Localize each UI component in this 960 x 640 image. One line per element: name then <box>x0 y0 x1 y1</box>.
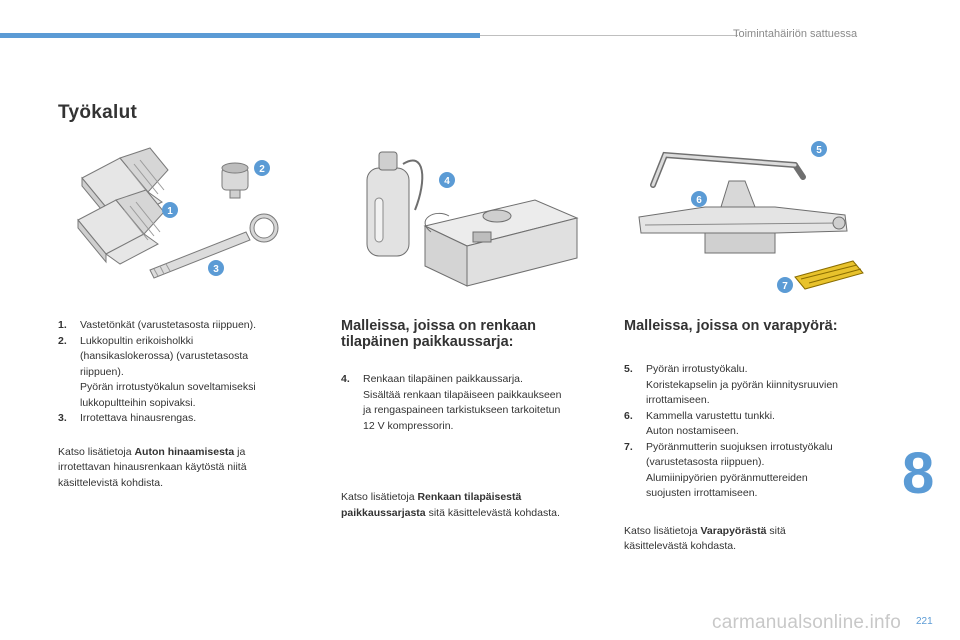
compressor-icon <box>425 200 577 286</box>
svg-text:5: 5 <box>816 145 822 156</box>
tools-list-column <box>58 318 303 491</box>
svg-text:6: 6 <box>696 195 702 206</box>
cross-reference-note: Katso lisätietoja Auton hinaamisesta ja irrotettavan hinausrenkaan käytöstä niitä käsittelevistä kohdista. <box>58 445 247 489</box>
svg-text:7: 7 <box>782 281 788 292</box>
section-title: Työkalut <box>58 102 138 123</box>
sealant-bottle-icon <box>367 152 422 256</box>
callout-1-badge <box>162 202 178 218</box>
puncture-repair-kit-illustration <box>345 140 590 290</box>
callout-4-badge <box>439 172 455 188</box>
wheel-chock-icon <box>78 190 164 264</box>
list-item: 2. Lukkopultin erikoisholkki (hansikaslokerossa) (varustetasosta riippuen). Pyörän irrotustyökalun soveltamiseksi lukkopultteihin sopivaksi. <box>58 334 256 409</box>
header-accent-bar <box>0 33 480 38</box>
callout-2-badge <box>254 160 270 176</box>
callout-7-badge <box>777 277 793 293</box>
chapter-number: 8 <box>902 441 935 506</box>
list-item: 5. Pyörän irrotustyökalu. Koristekapselin ja pyörän kiinnitysruuvien irrottamiseen. <box>624 363 839 406</box>
list-item: 3. Irrotettava hinausrengas. <box>58 412 197 424</box>
callout-6-badge <box>691 191 707 207</box>
column-heading: Malleissa, joissa on varapyörä: <box>624 318 838 334</box>
list-item: 7. Pyöränmutterin suojuksen irrotustyökalu (varustetasosta riippuen). Alumiinipyörien pyöränmuttereiden suojusten irrottamiseen. <box>624 440 833 499</box>
spare-wheel-column <box>624 318 884 555</box>
cross-reference-link: Varapyörästä <box>700 524 767 537</box>
jack-icon <box>639 181 847 253</box>
page-number: 221 <box>916 616 933 627</box>
watermark: carmanualsonline.info <box>712 612 902 633</box>
chapter-title: Toimintahäiriön sattuessa <box>733 28 858 40</box>
svg-text:4: 4 <box>444 176 450 187</box>
svg-text:1: 1 <box>167 206 173 217</box>
wheel-brace-highlight <box>653 155 795 185</box>
list-item: 6. Kammella varustettu tunkki. Auton nostamiseen. <box>624 409 775 437</box>
jack-and-wheel-brace-illustration <box>625 135 875 300</box>
svg-text:3: 3 <box>213 264 219 275</box>
wheel-chock-tools-illustration <box>70 140 295 290</box>
cross-reference-link: Renkaan tilapäisestä <box>417 491 522 503</box>
list-item: 4. Renkaan tilapäinen paikkaussarja. Sisältää renkaan tilapäiseen paikkaukseen ja rengaspaineen tarkistukseen tarkoitetun 12 V kompressorin. <box>341 373 562 432</box>
callout-5-badge <box>811 141 827 157</box>
cross-reference-link: paikkaussarjasta <box>341 506 426 519</box>
cross-reference-note: Katso lisätietoja Varapyörästä sitä käsittelevästä kohdasta. <box>624 524 786 552</box>
callout-3-badge <box>208 260 224 276</box>
cross-reference-link: Auton hinaamisesta <box>134 445 235 458</box>
locking-bolt-socket-icon <box>222 163 248 198</box>
repair-kit-column <box>341 318 603 521</box>
header-divider <box>480 35 738 36</box>
cross-reference-note: Katso lisätietoja Renkaan tilapäisestä paikkaussarjasta sitä käsittelevästä kohdasta. <box>341 491 560 519</box>
column-heading: Malleissa, joissa on renkaan tilapäinen paikkaussarja: <box>341 318 537 350</box>
wheel-cap-remover-icon <box>795 261 863 289</box>
list-item: 1. Vastetönkät (varustetasosta riippuen). <box>58 319 257 331</box>
svg-text:2: 2 <box>259 164 265 175</box>
